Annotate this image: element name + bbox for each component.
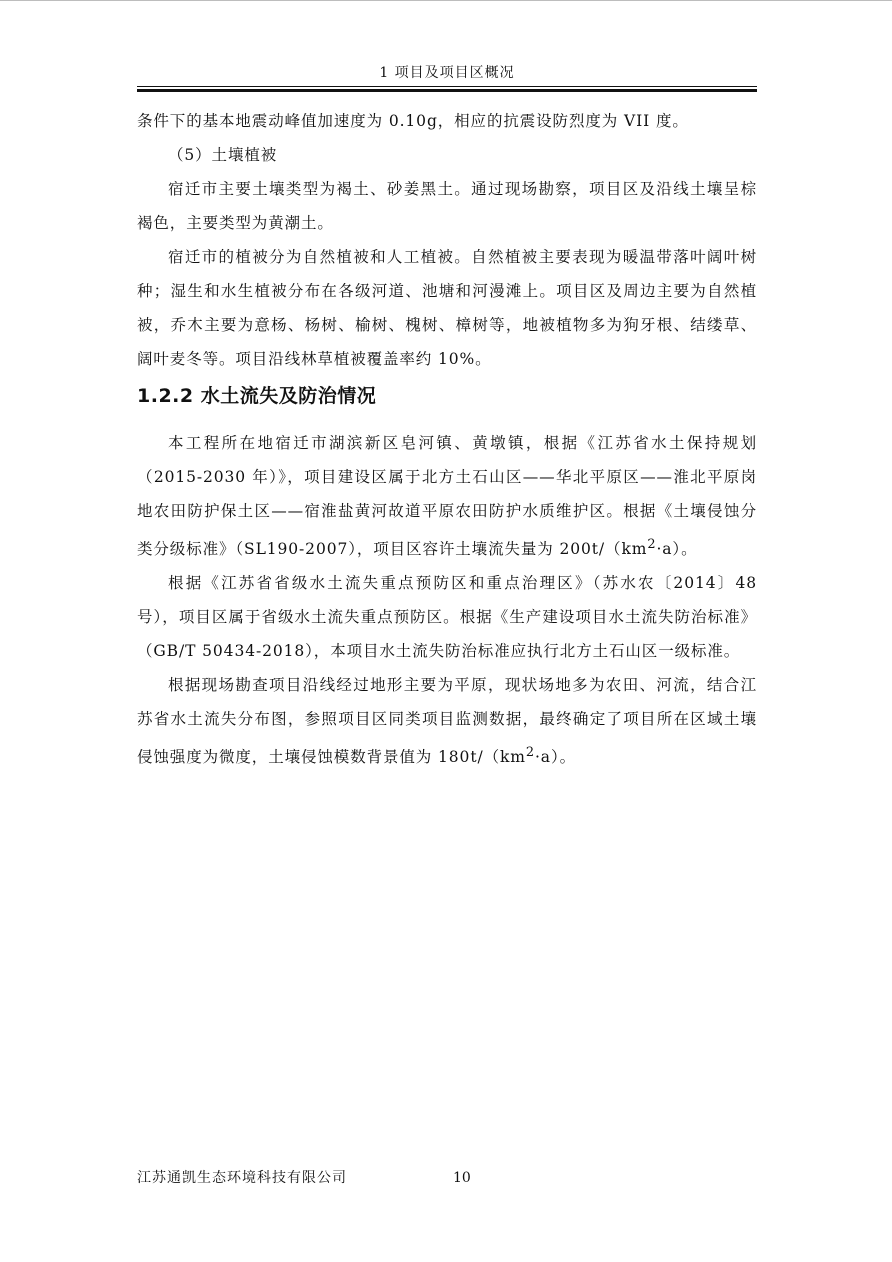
subsection-soil-vegetation: （5）土壤植被 — [168, 146, 278, 164]
paragraph-prevention: 根据《江苏省省级水土流失重点预防区和重点治理区》（苏水农〔2014〕48 号），项目区属于省级水土流失重点预防区。根据《生产建设项目水土流失防治标准》（GB/T 50434-2018），本项目水土流失防治标准应执行北方土石山区一级标准。 — [137, 574, 757, 661]
zoning-text-end: ·a）。 — [656, 540, 698, 559]
section-heading: 1.2.2 水土流失及防治情况 — [137, 385, 377, 407]
paragraph-vegetation: 宿迁市的植被分为自然植被和人工植被。自然植被主要表现为暖温带落叶阔叶树种；湿生和水生植被分布在各级河道、池塘和河漫滩上。项目区及周边主要为自然植被，乔木主要为意杨、杨树、榆树、槐树、樟树等，地被植物多为狗牙根、结缕草、阔叶麦冬等。项目沿线林草植被覆盖率约 10%。 — [137, 248, 757, 368]
footer-company: 江苏通凯生态环境科技有限公司 — [137, 1170, 347, 1186]
header-rule-thin — [137, 86, 757, 87]
page-top-border — [0, 0, 892, 1]
header-rule-thick — [137, 89, 757, 92]
erosion-text-end: ·a）。 — [534, 748, 577, 767]
zoning-text: 本工程所在地宿迁市湖滨新区皂河镇、黄墩镇，根据《江苏省水土保持规划（2015-2030 年）》，项目建设区属于北方土石山区——华北平原区——淮北平原岗地农田防护保土区——宿淮盐黄河故道平原农田防护水质维护区。根据《土壤侵蚀分类分级标准》（SL190-2007），项目区容许土壤流失量为 200t/（km — [137, 434, 757, 559]
body-text — [137, 104, 757, 774]
paragraph-soil: 宿迁市主要土壤类型为褐土、砂姜黑土。通过现场勘察，项目区及沿线土壤呈棕褐色，主要类型为黄潮土。 — [137, 180, 757, 232]
erosion-text: 根据现场勘查项目沿线经过地形主要为平原，现状场地多为农田、河流，结合江苏省水土流失分布图，参照项目区同类项目监测数据，最终确定了项目所在区域土壤侵蚀强度为微度，土壤侵蚀模数背景值为 180t/（km — [137, 676, 757, 767]
erosion-superscript: 2 — [525, 745, 535, 761]
paragraph-zoning — [137, 426, 757, 566]
running-header: 1 项目及项目区概况 — [379, 65, 515, 81]
paragraph-seismic: 条件下的基本地震动峰值加速度为 0.10g，相应的抗震设防烈度为 VII 度。 — [137, 112, 689, 130]
paragraph-erosion — [137, 668, 757, 774]
zoning-superscript: 2 — [647, 537, 657, 552]
page-number: 10 — [453, 1170, 471, 1186]
